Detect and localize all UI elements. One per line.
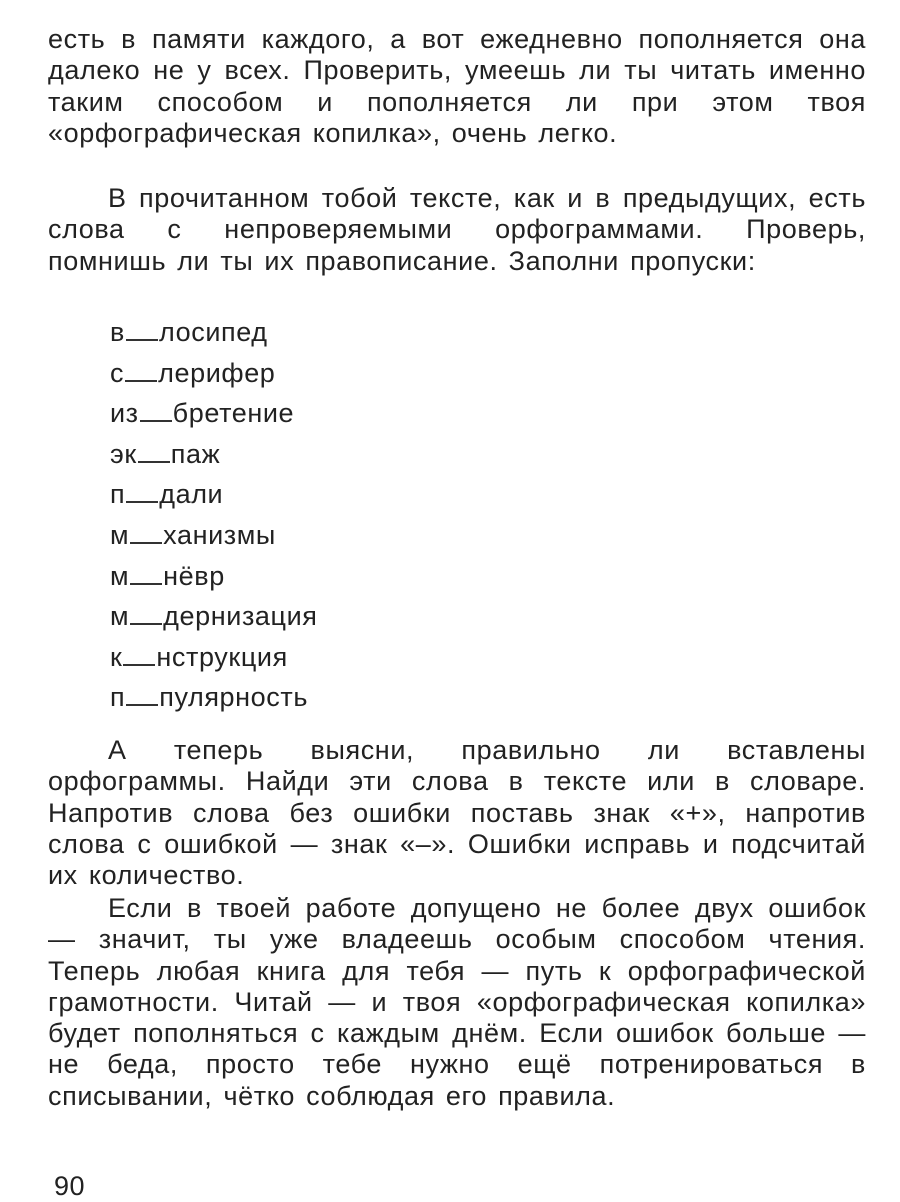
- word-suffix: паж: [170, 438, 221, 469]
- list-item: [110, 677, 318, 718]
- blank-gap: [126, 703, 158, 706]
- paragraph-conclusion: Если в твоей работе допущено не более двух ошибок — значит, ты уже владеешь особым способом чтения. Теперь любая книга для тебя — путь к орфографической грамотности. Читай — и твоя «орфографическая копилка» будет пополняться с каждым днём. Если ошибок больше — не беда, просто тебе нужно ещё потренироваться в списывании, чётко соблюдая его правила.: [48, 893, 866, 1111]
- list-item: [110, 393, 318, 434]
- blank-gap: [123, 663, 155, 666]
- word-suffix: пулярность: [159, 682, 309, 713]
- blank-gap: [130, 622, 162, 625]
- word-prefix: к: [110, 641, 123, 672]
- list-item: [110, 637, 318, 678]
- word-prefix: м: [110, 560, 130, 591]
- list-item: [110, 596, 318, 637]
- word-suffix: нёвр: [163, 560, 225, 591]
- paragraph-task: В прочитанном тобой тексте, как и в предыдущих, есть слова с непроверяемыми орфограммами. Проверь, помнишь ли ты их правописание. Заполни пропуски:: [48, 183, 866, 276]
- word-prefix: в: [110, 317, 125, 347]
- list-item: [110, 474, 318, 515]
- paragraph-check-instructions: А теперь выясни, правильно ли вставлены орфограммы. Найди эти слова в тексте или в словаре. Напротив слова без ошибки поставь знак «+», напротив слова с ошибкой — знак «–». Ошибки исправь и подсчитай их количество.: [48, 735, 866, 891]
- word-suffix: бретение: [172, 398, 295, 429]
- blank-gap: [138, 460, 170, 463]
- list-item: [110, 434, 318, 475]
- blank-gap: [125, 379, 157, 382]
- word-prefix: эк: [110, 438, 137, 469]
- page-number: 90: [54, 1171, 86, 1201]
- blank-gap: [126, 338, 158, 341]
- list-item: [110, 556, 318, 597]
- blank-gap: [140, 419, 172, 422]
- list-item: [110, 515, 318, 556]
- word-suffix: лерифер: [158, 357, 276, 388]
- word-suffix: дернизация: [163, 601, 318, 632]
- word-suffix: ханизмы: [163, 519, 276, 550]
- word-prefix: п: [110, 682, 126, 713]
- word-prefix: с: [110, 357, 125, 388]
- word-prefix: п: [110, 479, 126, 510]
- list-item: [110, 353, 318, 394]
- word-prefix: м: [110, 601, 130, 632]
- word-prefix: из: [110, 398, 139, 429]
- paragraph-intro: есть в памяти каждого, а вот ежедневно пополняется она далеко не у всех. Проверить, умеешь ли ты читать именно таким способом и пополняется ли при этом твоя «орфографическая копилка», очень легко.: [48, 24, 866, 148]
- list-item: [110, 312, 318, 353]
- word-suffix: дали: [159, 479, 224, 510]
- blank-gap: [130, 582, 162, 585]
- fill-in-word-list: [110, 312, 318, 718]
- blank-gap: [130, 541, 162, 544]
- word-suffix: лосипед: [158, 317, 268, 347]
- word-prefix: м: [110, 519, 130, 550]
- word-suffix: нструкция: [156, 641, 288, 672]
- blank-gap: [126, 500, 158, 503]
